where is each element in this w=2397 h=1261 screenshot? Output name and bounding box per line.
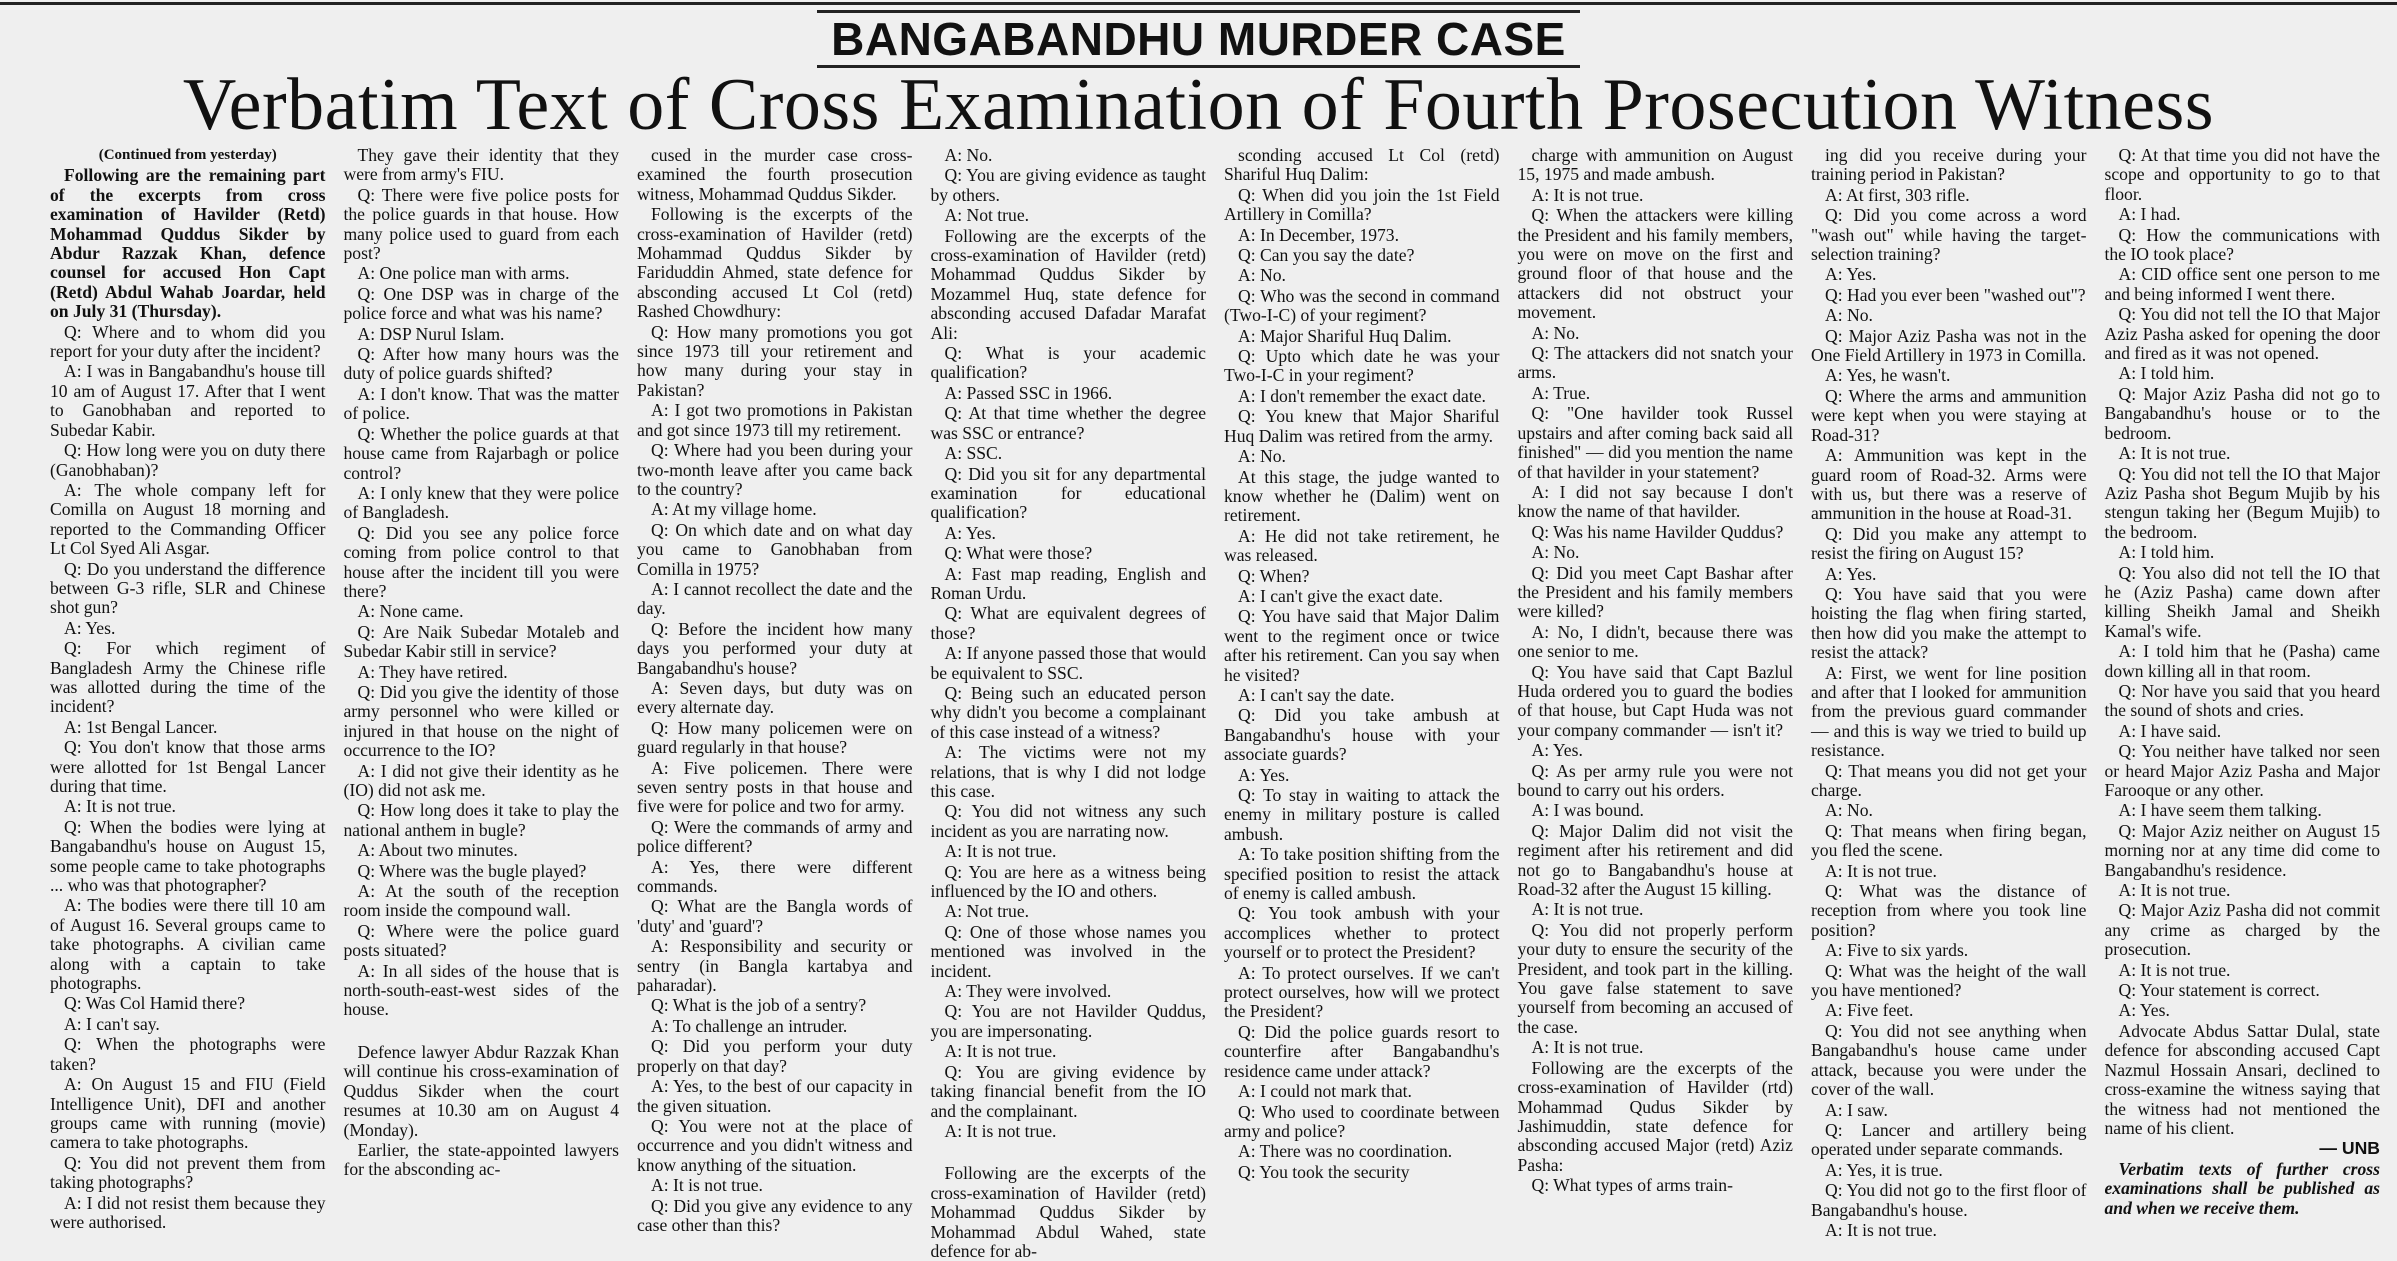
paragraph: Q: At that time whether the degree was SSC or entrance? <box>930 403 1206 443</box>
paragraph: A: Five feet. <box>1825 1000 1914 1021</box>
intro-paragraph: Following are the remaining part of the excerpts from cross examination of Havilder (Retd) Mohammad Quddus Sikder by Abdur Razzak Khan, defence counsel for accused Hon Capt (Retd) Abdul Wahab Joardar, held on July 31 (Thursday). <box>50 165 326 322</box>
paragraph: Q: You did not see anything when Bangabandhu's house came under attack, because you were under the cover of the wall. <box>1811 1020 2087 1100</box>
paragraph: A: The victims were not my relations, that is why I did not lodge this case. <box>930 742 1206 801</box>
paragraph: Q: What is your academic qualification? <box>930 343 1206 383</box>
paragraph: Q: You are giving evidence as taught by others. <box>930 165 1206 205</box>
paragraph: A: I can't say the date. <box>1238 684 1395 705</box>
paragraph: Q: You did not tell the IO that Major Aziz Pasha asked for opening the door and fired as it was not opened. <box>2104 304 2380 364</box>
paragraph: Q: As per army rule you were not bound to carry out his orders. <box>1517 760 1793 800</box>
paragraph: Q: Did the police guards resort to counterfire after Bangabandhu's residence came under attack? <box>1224 1021 1500 1081</box>
paragraph: A: To protect ourselves. If we can't protect ourselves, how will we protect the President? <box>1224 962 1500 1022</box>
paragraph: A: No. <box>1825 800 1873 821</box>
paragraph: A: At the south of the reception room inside the compound wall. <box>343 881 619 921</box>
paragraph: Q: What was the height of the wall you have mentioned? <box>1811 960 2087 1001</box>
paragraph: A: They were involved. <box>944 981 1112 1002</box>
paragraph: Q: You did not tell the IO that Major Aziz Pasha shot Begum Mujib by his stengun taking her (Begum Mujib) to the bedroom. <box>2104 463 2380 542</box>
paragraph: Q: You took ambush with your accomplices whether to protect yourself or to protect the President? <box>1224 903 1500 963</box>
paragraph: A: Not true. <box>944 205 1030 226</box>
paragraph: Q: When did you join the 1st Field Artillery in Comilla? <box>1224 184 1500 225</box>
paragraph: Q: Where were the police guard posts situated? <box>343 920 619 961</box>
paragraph: Q: You have said that Major Dalim went to the regiment once or twice after his retirement. Can you say when he visited? <box>1224 606 1500 685</box>
paragraph: A: Yes. <box>2118 1000 2170 1021</box>
paragraph: At this stage, the judge wanted to know whether he (Dalim) went on retirement. <box>1224 466 1500 526</box>
paragraph: Q: Had you ever been "washed out"? <box>1825 284 2086 305</box>
paragraph: Q: Did you sit for any departmental examination for educational qualification? <box>930 463 1206 523</box>
paragraph: A: On August 15 and FIU (Field Intelligence Unit), DFI and another groups came with running (movie) camera to take photographs. <box>50 1074 326 1153</box>
paragraph: A: It is not true. <box>944 1041 1057 1062</box>
paragraph: A: There was no coordination. <box>1238 1141 1453 1162</box>
paragraph: Q: How the communications with the IO took place? <box>2104 224 2380 265</box>
paragraph: Q: How many policemen were on guard regularly in that house? <box>637 717 913 758</box>
paragraph: Q: When the bodies were lying at Bangabandhu's house on August 15, some people came to take photographs ... who was that photographer? <box>50 816 326 896</box>
paragraph: Q: Do you understand the difference between G-3 rifle, SLR and Chinese shot gun? <box>50 558 326 618</box>
paragraph: Q: Who used to coordinate between army and police? <box>1224 1101 1500 1141</box>
paragraph: Q: Where had you been during your two-month leave after you came back to the country? <box>637 440 913 499</box>
paragraph: A: Yes. <box>944 522 996 543</box>
paragraph: A: Not true. <box>944 901 1030 922</box>
paragraph: Q: How long does it take to play the national anthem in bugle? <box>343 800 619 840</box>
paragraph: They gave their identity that they were from army's FIU. <box>343 145 619 185</box>
paragraph: A: It is not true. <box>2118 443 2231 464</box>
paragraph: A: Major Shariful Huq Dalim. <box>1238 325 1452 346</box>
paragraph: Q: When? <box>1238 565 1310 586</box>
column-4 <box>930 145 1207 1261</box>
paragraph: A: Responsibility and security or sentry (in Bangla kartabya and paharadar). <box>637 936 913 996</box>
paragraph: A: I told him that he (Pasha) came down killing all in that room. <box>2104 641 2380 681</box>
paragraph: A: To challenge an intruder. <box>651 1015 848 1036</box>
paragraph: Q: Was Col Hamid there? <box>64 993 245 1014</box>
paragraph: A: He did not take retirement, he was released. <box>1224 525 1500 566</box>
paragraph: Q: Nor have you said that you heard the sound of shots and cries. <box>2104 680 2380 721</box>
paragraph: Q: Was his name Havilder Quddus? <box>1531 521 1784 542</box>
paragraph: Q: Whether the police guards at that house came from Rajarbagh or police control? <box>343 423 619 483</box>
paragraph: Q: What were those? <box>944 543 1093 564</box>
paragraph: Q: Did you take ambush at Bangabandhu's house with your associate guards? <box>1224 705 1500 765</box>
paragraph: A: I had. <box>2118 204 2181 225</box>
section-gap <box>344 1021 620 1043</box>
paragraph: Q: The attackers did not snatch your arms. <box>1517 343 1793 383</box>
paragraph: A: I have seem them talking. <box>2118 800 2322 821</box>
paragraph: cused in the murder case cross-examined the fourth prosecution witness, Mohammad Quddus Sikder. <box>637 145 913 204</box>
paragraph: A: I only knew that they were police of Bangladesh. <box>343 482 619 523</box>
paragraph: charge with ammunition on August 15, 1975 and made ambush. <box>1517 145 1793 185</box>
paragraph: Q: You also did not tell the IO that he (Aziz Pasha) came down after killing Sheikh Jamal and Sheikh Kamal's wife. <box>2104 562 2380 641</box>
paragraph: A: It is not true. <box>1531 184 1644 205</box>
paragraph: Q: Were the commands of army and police different? <box>637 816 913 857</box>
paragraph: Q: Can you say the date? <box>1238 245 1415 266</box>
paragraph: A: If anyone passed those that would be equivalent to SSC. <box>930 643 1206 683</box>
paragraph: Q: Did you give the identity of those army personnel who were killed or injured in that house on the night of occurrence to the IO? <box>343 681 619 761</box>
paragraph: Advocate Abdus Sattar Dulal, state defence for absconding accused Capt Nazmul Hossain Ansari, declined to cross-examine the witness saying that the witness had not mentioned the name of his client. <box>2104 1020 2380 1138</box>
paragraph: A: They have retired. <box>357 661 508 682</box>
paragraph: Q: You are not Havilder Quddus, you are impersonating. <box>930 1001 1206 1041</box>
column-6 <box>1518 146 1794 1231</box>
paragraph: A: I don't remember the exact date. <box>1238 385 1486 406</box>
paragraph: Q: "One havilder took Russel upstairs and after coming back said all finished" — did you mention the name of that havilder in your statement? <box>1517 403 1793 482</box>
paragraph: A: It is not true. <box>651 1175 763 1196</box>
paragraph: A: No. <box>944 145 993 165</box>
paragraph: Q: You did not prevent them from taking photographs? <box>50 1152 326 1193</box>
paragraph: Q: You are giving evidence by taking financial benefit from the IO and the complainant. <box>930 1061 1206 1121</box>
paragraph: A: Yes, there were different commands. <box>637 856 913 897</box>
paragraph: Q: On which date and on what day you came to Ganobhaban from Comilla in 1975? <box>637 519 913 579</box>
paragraph: Following are the excerpts of the cross-examination of Havilder (retd) Mohammad Quddus Sikder by Mohammad Abdul Wahed, state defence for ab- <box>930 1163 1206 1261</box>
paragraph: Q: Before the incident how many days you performed your duty at Bangabandhu's house? <box>637 618 913 678</box>
paragraph: A: Yes. <box>1238 764 1290 785</box>
paragraph: Following are the excerpts of the cross-examination of Havilder (rtd) Mohammad Qudus Sikder by Jashimuddin, state defence for absconding accused Major (retd) Aziz Pasha: <box>1517 1057 1793 1175</box>
column-8 <box>2105 146 2381 1231</box>
paragraph: sconding accused Lt Col (retd) Shariful Huq Dalim: <box>1224 145 1500 185</box>
paragraph: Q: Major Aziz Pasha was not in the One Field Artillery in 1973 in Comilla. <box>1811 325 2087 366</box>
paragraph: A: At my village home. <box>651 499 817 520</box>
paragraph: A: In all sides of the house that is north-south-east-west sides of the house. <box>343 960 619 1020</box>
paragraph: Q: At that time you did not have the scope and opportunity to go to that floor. <box>2104 145 2380 204</box>
paragraph: A: About two minutes. <box>357 840 518 861</box>
paragraph: A: Yes, to the best of our capacity in the given situation. <box>637 1076 913 1116</box>
paragraph: A: I cannot recollect the date and the day. <box>637 578 913 619</box>
continued-label: (Continued from yesterday) <box>98 147 277 163</box>
paragraph: A: It is not true. <box>1825 860 1937 881</box>
paragraph: Q: Are Naik Subedar Motaleb and Subedar Kabir still in service? <box>343 621 619 662</box>
paragraph: Q: Where and to whom did you report for your duty after the incident? <box>50 321 326 362</box>
paragraph: Q: Did you give any evidence to any case other than this? <box>637 1195 913 1235</box>
paragraph: Q: How long were you on duty there (Ganobhaban)? <box>50 440 326 480</box>
paragraph: Q: Did you come across a word "wash out" while having the target-selection training? <box>1811 205 2087 265</box>
paragraph: A: I did not give their identity as he (IO) did not ask me. <box>343 760 619 800</box>
paragraph: Q: You don't know that those arms were allotted for 1st Bengal Lancer during that time. <box>50 737 326 796</box>
paragraph: A: One police man with arms. <box>357 263 570 284</box>
column-2 <box>344 146 620 1231</box>
paragraph: Q: Major Dalim did not visit the regiment after his retirement and did not go to Bangabandhu's house at Road-32 after the August 15 killing. <box>1517 820 1793 900</box>
paragraph: Q: When the attackers were killing the President and his family members, you were on move on the first and ground floor of that house and the attackers did not obstruct your movement. <box>1517 205 1793 323</box>
paragraph: A: Ammunition was kept in the guard room of Road-32. Arms were with us, but there was a reserve of ammunition in the house at Road-31. <box>1811 445 2087 524</box>
paragraph: A: No, I didn't, because there was one senior to me. <box>1517 621 1793 662</box>
paragraph: Q: You did not properly perform your duty to ensure the security of the President, and took part in the killing. You gave false statement to save yourself from becoming an accused of the case. <box>1517 919 1793 1037</box>
paragraph: A: Seven days, but duty was on every alternate day. <box>637 677 913 718</box>
section-gap <box>931 1142 1207 1164</box>
paragraph: A: I got two promotions in Pakistan and got since 1973 till my retirement. <box>637 400 913 440</box>
paragraph: Defence lawyer Abdur Razzak Khan will continue his cross-examination of Quddus Sikder when the court resumes at 10.30 am on August 4 (Monday). <box>343 1041 619 1140</box>
paragraph: Q: Where the arms and ammunition were kept when you were staying at Road-31? <box>1811 385 2087 445</box>
paragraph: A: Yes. <box>1825 563 1877 584</box>
paragraph: Q: To stay in waiting to attack the enemy in military posture is called ambush. <box>1224 785 1500 844</box>
paragraph: Q: You have said that you were hoisting the flag when firing started, then how did you make the attempt to resist the attack? <box>1811 583 2087 663</box>
paragraph: Q: That means you did not get your charge. <box>1811 760 2087 800</box>
paragraph: Q: What are equivalent degrees of those? <box>930 603 1206 643</box>
paragraph: A: I have said. <box>2118 720 2222 741</box>
paragraph: A: I told him. <box>2118 363 2215 384</box>
paragraph: Q: You did not witness any such incident as you are narrating now. <box>930 801 1206 841</box>
paragraph: A: At first, 303 rifle. <box>1825 184 1970 205</box>
paragraph: Q: You have said that Capt Bazlul Huda ordered you to guard the bodies of that house, but Capt Huda was not your company commander — isn't it? <box>1517 661 1793 740</box>
paragraph: A: I can't say. <box>64 1013 160 1034</box>
paragraph: Q: For which regiment of Bangladesh Army the Chinese rifle was allotted during the time of the incident? <box>50 638 326 717</box>
paragraph: A: I did not say because I don't know the name of that havilder. <box>1517 481 1793 522</box>
paragraph: A: In December, 1973. <box>1238 224 1400 245</box>
paragraph: A: No. <box>1825 305 1873 326</box>
paragraph: Q: Where was the bugle played? <box>357 860 587 881</box>
paragraph: Q: Lancer and artillery being operated under separate commands. <box>1811 1119 2087 1160</box>
paragraph: Q: One DSP was in charge of the police force and what was his name? <box>343 283 619 324</box>
paragraph: A: I was in Bangabandhu's house till 10 am of August 17. After that I went to Ganobhaban and reported to Subedar Kabir. <box>50 361 326 440</box>
paragraph: Q: Upto which date he was your Two-I-C in your regiment? <box>1224 346 1500 386</box>
paragraph: A: 1st Bengal Lancer. <box>64 716 218 737</box>
column-5 <box>1224 146 1500 1231</box>
paragraph: Q: Did you perform your duty properly on that day? <box>637 1036 913 1076</box>
paragraph: Q: What types of arms train- <box>1531 1175 1733 1196</box>
paragraph: A: First, we went for line position and after that I looked for ammunition from the previous guard commander — and this is way we tried to build up resistance. <box>1811 662 2087 761</box>
paragraph: A: No. <box>1238 446 1286 467</box>
paragraph: Q: That means when firing began, you fled the scene. <box>1811 820 2087 861</box>
paragraph: A: It is not true. <box>1531 1037 1644 1058</box>
paragraph: A: I can't give the exact date. <box>1238 585 1443 606</box>
paragraph: A: Five policemen. There were seven sentry posts in that house and five were for police and two for army. <box>637 757 913 817</box>
paragraph: A: It is not true. <box>1825 1219 1937 1240</box>
paragraph: A: The bodies were there till 10 am of August 16. Several groups came to take photographs. A civilian came along with a captain to take photographs. <box>50 895 326 994</box>
paragraph: Following are the excerpts of the cross-examination of Havilder (retd) Mohammad Quddus Sikder by Mozammel Huq, state defence for absconding accused Dafadar Marafat Ali: <box>930 225 1206 343</box>
paragraph: Q: Who was the second in command (Two-I-C) of your regiment? <box>1224 285 1500 326</box>
paragraph: A: Yes. <box>64 617 116 638</box>
paragraph: A: Yes, it is true. <box>1825 1159 1943 1180</box>
paragraph: Q: Did you meet Capt Bashar after the President and his family members were killed? <box>1517 562 1793 622</box>
paragraph: Q: What are the Bangla words of 'duty' and 'guard'? <box>637 896 913 936</box>
editor-note: Verbatim texts of further cross examinations shall be published as and when we receive them. <box>2104 1158 2380 1218</box>
paragraph: Q: Did you make any attempt to resist the firing on August 15? <box>1811 523 2087 564</box>
column-1 <box>50 146 326 1231</box>
paragraph: A: To take position shifting from the specified position to resist the attack of enemy is called ambush. <box>1224 844 1500 904</box>
paragraph: A: DSP Nurul Islam. <box>357 323 505 344</box>
paragraph: Q: How many promotions you got since 1973 till your retirement and how many during your stay in Pakistan? <box>637 321 913 400</box>
headline: Verbatim Text of Cross Examination of Fourth Prosecution Witness <box>182 64 2215 146</box>
paragraph: A: I saw. <box>1825 1099 1888 1120</box>
paragraph: A: I did not resist them because they were authorised. <box>50 1192 326 1232</box>
paragraph: Q: Major Aziz Pasha did not commit any crime as charged by the prosecution. <box>2104 900 2380 960</box>
top-rule <box>0 2 2397 5</box>
paragraph: A: CID office sent one person to me and being informed I went there. <box>2104 264 2380 304</box>
paragraph: Q: You did not go to the first floor of Bangabandhu's house. <box>1811 1180 2087 1220</box>
paragraph: A: No. <box>1531 322 1580 343</box>
paragraph: Q: What was the distance of reception from where you took line position? <box>1811 881 2087 940</box>
paragraph: A: None came. <box>357 601 464 622</box>
paragraph: Earlier, the state-appointed lawyers for the absconding ac- <box>343 1139 619 1180</box>
paragraph: A: I was bound. <box>1531 800 1644 821</box>
paragraph: Q: Did you see any police force coming from police control to that house after the incident till you were there? <box>343 522 619 601</box>
paragraph: A: It is not true. <box>64 796 176 817</box>
paragraph: Q: Major Aziz neither on August 15 morning nor at any time did come to Bangabandhu's residence. <box>2104 820 2380 880</box>
paragraph: Q: You took the security <box>1238 1161 1410 1182</box>
paragraph: A: It is not true. <box>2118 959 2231 980</box>
article-columns <box>50 145 2380 1261</box>
paragraph: Q: There were five police posts for the police guards in that house. How many police used to guard from each post? <box>343 184 619 264</box>
kicker <box>0 10 2397 68</box>
paragraph: Following is the excerpts of the cross-examination of Havilder (retd) Mohammad Quddus Sikder by Fariduddin Ahmed, state defence for absconding accused Lt Col (retd) Rashed Chowdhury: <box>637 204 913 322</box>
paragraph: A: True. <box>1531 382 1591 403</box>
paragraph: A: I told him. <box>2118 542 2215 563</box>
paragraph: Q: You knew that Major Shariful Huq Dalim was retired from the army. <box>1224 406 1500 446</box>
paragraph: A: Yes. <box>1825 264 1877 285</box>
kicker-text: BANGABANDHU MURDER CASE <box>817 10 1580 68</box>
paragraph: A: Yes, he wasn't. <box>1825 365 1951 386</box>
paragraph: A: It is not true. <box>1531 899 1644 920</box>
paragraph: A: No. <box>1531 542 1580 563</box>
paragraph: ing did you receive during your training period in Pakistan? <box>1811 145 2087 185</box>
paragraph: A: Yes. <box>1531 740 1583 761</box>
paragraph: Q: You are here as a witness being influenced by the IO and others. <box>930 861 1206 902</box>
paragraph: Q: When the photographs were taken? <box>50 1034 326 1074</box>
paragraph: Q: You were not at the place of occurrence and you didn't witness and know anything of the situation. <box>637 1115 913 1175</box>
paragraph: A: I could not mark that. <box>1238 1081 1412 1102</box>
paragraph: Q: What is the job of a sentry? <box>651 995 867 1016</box>
agency-credit: — UNB <box>2319 1138 2380 1159</box>
paragraph: A: Passed SSC in 1966. <box>944 382 1113 403</box>
paragraph: Q: Your statement is correct. <box>2118 980 2320 1001</box>
paragraph: A: Fast map reading, English and Roman Urdu. <box>930 563 1206 603</box>
paragraph: A: The whole company left for Comilla on August 18 morning and reported to the Commanding Officer Lt Col Syed Ali Asgar. <box>50 479 326 559</box>
paragraph: A: It is not true. <box>944 841 1057 862</box>
paragraph: A: It is not true. <box>944 1120 1057 1141</box>
paragraph: A: It is not true. <box>2118 880 2231 901</box>
paragraph: Q: Being such an educated person why didn't you become a complainant of this case instead of a witness? <box>930 682 1206 742</box>
paragraph: Q: You neither have talked nor seen or heard Major Aziz Pasha and Major Farooque or any other. <box>2104 741 2380 800</box>
column-3 <box>637 145 913 1235</box>
paragraph: Q: After how many hours was the duty of police guards shifted? <box>343 344 619 384</box>
paragraph: A: Five to six yards. <box>1825 940 1969 961</box>
paragraph: A: I don't know. That was the matter of police. <box>343 383 619 424</box>
paragraph: A: SSC. <box>944 443 1003 464</box>
paragraph: Q: Major Aziz Pasha did not go to Bangabandhu's house or to the bedroom. <box>2104 383 2380 443</box>
paragraph: Q: One of those whose names you mentioned was involved in the incident. <box>930 921 1206 981</box>
paragraph: A: No. <box>1238 265 1286 286</box>
column-7 <box>1811 145 2087 1240</box>
